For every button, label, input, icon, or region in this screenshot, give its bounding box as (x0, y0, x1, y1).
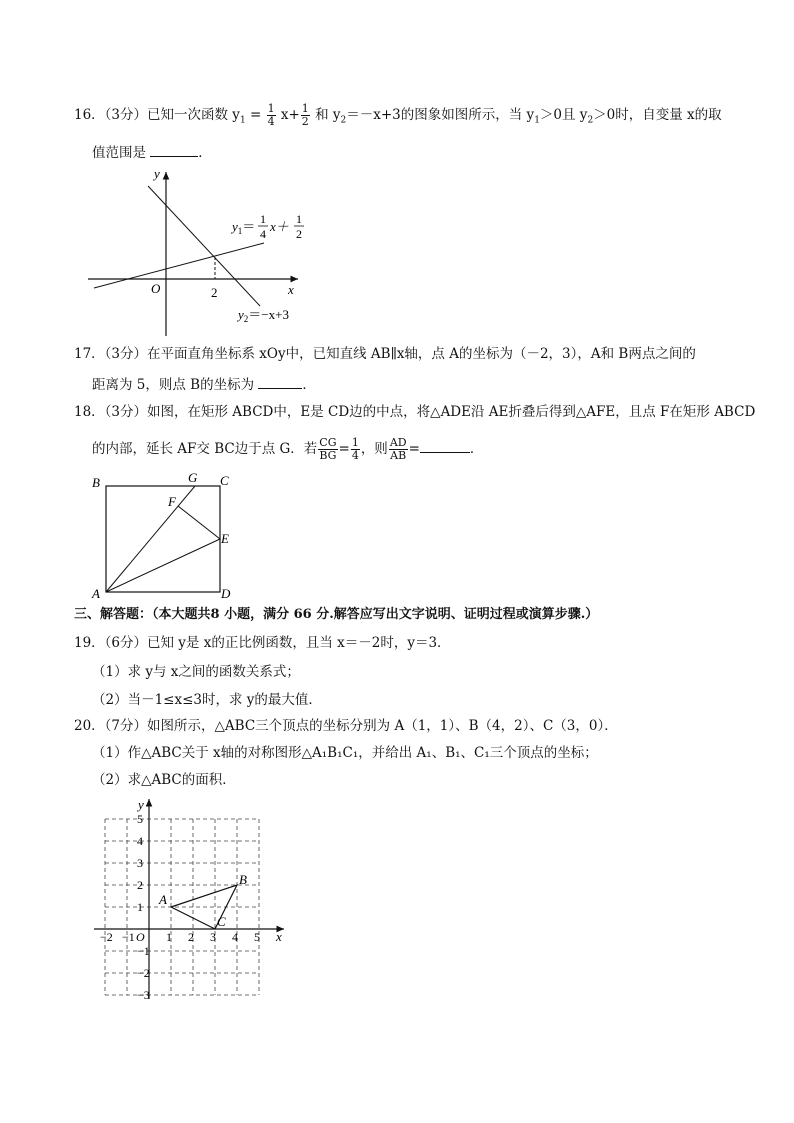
q18-rectangle-figure (86, 470, 246, 600)
y-tick-label: 2 (137, 878, 143, 892)
q17-line2: 距离为 5，则点 B的坐标为 ． (92, 374, 316, 395)
q16-y1-frac2-n: 1 (296, 212, 302, 226)
label-f: F (168, 494, 176, 509)
q16-y1-frac2-d: 2 (296, 227, 302, 241)
q16-frac-1-4: $\frac{1}{4}$ (267, 102, 275, 128)
label-c: C (220, 473, 229, 488)
y-tick-label: −2 (137, 966, 150, 980)
x-tick-label: 5 (254, 930, 260, 944)
q20-origin: O (136, 930, 145, 944)
q16-line-y1 (94, 243, 264, 288)
q16-y1-label: $y_1=$ (232, 219, 256, 236)
x-tick-label: −1 (122, 930, 135, 944)
q16-y1-mid: x＋ (270, 219, 289, 234)
q16-line2: 值范围是 ． (92, 142, 212, 163)
vertex-a: A (159, 892, 167, 907)
q16-y1-frac-n: 1 (260, 212, 266, 226)
q20-grid-figure (88, 795, 288, 1005)
y-tick-label: 4 (137, 834, 143, 848)
segment-ag (106, 486, 195, 592)
q20-y-label: y (138, 797, 144, 812)
q16-line1: 16．（3分）已知一次函数 $y_1$ = $\frac{1}{4}$ x+ $\frac{1}{2}$ 和 $y_2=-x+3$的图象如图所示，当 $y_1>0$且 $y_2>0$时，自变量 x的取 (74, 102, 722, 128)
q18-frac-ad-ab: $\frac{AD}{AB}$ (389, 436, 407, 462)
q16-origin: O (151, 281, 161, 296)
q16-tick-2: 2 (211, 285, 218, 300)
q18-line1: 18．（3分）如图，在矩形 ABCD中，E是 CD边的中点，将△ADE沿 AE折叠后得到△AFE，且点 F在矩形 ABCD (74, 404, 756, 420)
q20-line2: （1）作△ABC关于 x轴的对称图形△A₁B₁C₁，并给出 A₁、B₁、C₁三个顶点的坐标； (92, 745, 598, 761)
x-tick-label: 4 (232, 930, 238, 944)
x-tick-label: 1 (166, 930, 172, 944)
q18-line2: 的内部，延长 AF交 BC边于点 G．若 $\frac{CG}{BG}$ = $\frac{1}{4}$ ，则 $\frac{AD}{AB}$ = ． (92, 436, 484, 462)
q16-y2-label: $y_2=-x+3$ (238, 307, 289, 324)
section-heading: 三、解答题：（本大题共8 小题，满分 66 分.解答应写出文字说明、证明过程或演算步骤.） (74, 607, 599, 622)
q20-line1: 20．（7分）如图所示，△ABC三个顶点的坐标分别为 A（1，1）、B（4，2）、C（3，0）． (74, 718, 618, 734)
vertex-b: B (239, 872, 247, 887)
q18-frac-cg-bg: $\frac{CG}{BG}$ (319, 436, 337, 462)
rect-abcd (106, 486, 220, 592)
q19-line3: （2）当－1≤x≤3时，求 y的最大值． (92, 692, 322, 708)
label-e: E (221, 531, 229, 546)
label-g: G (188, 470, 198, 485)
x-tick-label: 2 (188, 930, 194, 944)
vertex-c: C (217, 914, 226, 929)
q19-line1: 19．（6分）已知 y是 x的正比例函数，且当 x＝－2时，y＝3． (74, 635, 451, 651)
q19-line2: （1）求 y与 x之间的函数关系式； (92, 664, 300, 680)
answer-blank[interactable] (150, 142, 198, 157)
q16-frac-1-2: $\frac{1}{2}$ (301, 102, 309, 128)
y-tick-label: 1 (137, 900, 143, 914)
x-tick-labels (100, 930, 260, 944)
q20-line3: （2）求△ABC的面积． (92, 772, 236, 788)
label-b: B (92, 475, 100, 490)
segment-ae (106, 539, 220, 592)
answer-blank[interactable] (258, 374, 302, 389)
q16-y1-frac-d: 4 (260, 227, 266, 241)
label-d: D (221, 586, 231, 600)
q16-x-label: x (288, 282, 294, 297)
q16-line-y2 (148, 186, 260, 306)
x-tick-label: −2 (100, 930, 113, 944)
q17-line1: 17．（3分）在平面直角坐标系 xOy中，已知直线 AB∥x轴，点 A的坐标为（－2，3），A和 B两点之间的 (74, 346, 696, 362)
x-tick-label: 3 (210, 930, 216, 944)
q18-frac-1-4: $\frac{1}{4}$ (351, 436, 359, 462)
label-a: A (92, 586, 100, 600)
y-tick-label: 5 (137, 812, 143, 826)
y-tick-label: 3 (137, 856, 143, 870)
dashed-grid (105, 819, 259, 995)
q16-graph (88, 166, 318, 338)
answer-blank[interactable] (420, 438, 470, 453)
q16-y-label: y (154, 166, 160, 181)
y-tick-label: −1 (137, 944, 150, 958)
segment-fe (178, 506, 220, 539)
q20-x-label: x (276, 929, 282, 944)
y-tick-label: −3 (137, 988, 150, 1002)
